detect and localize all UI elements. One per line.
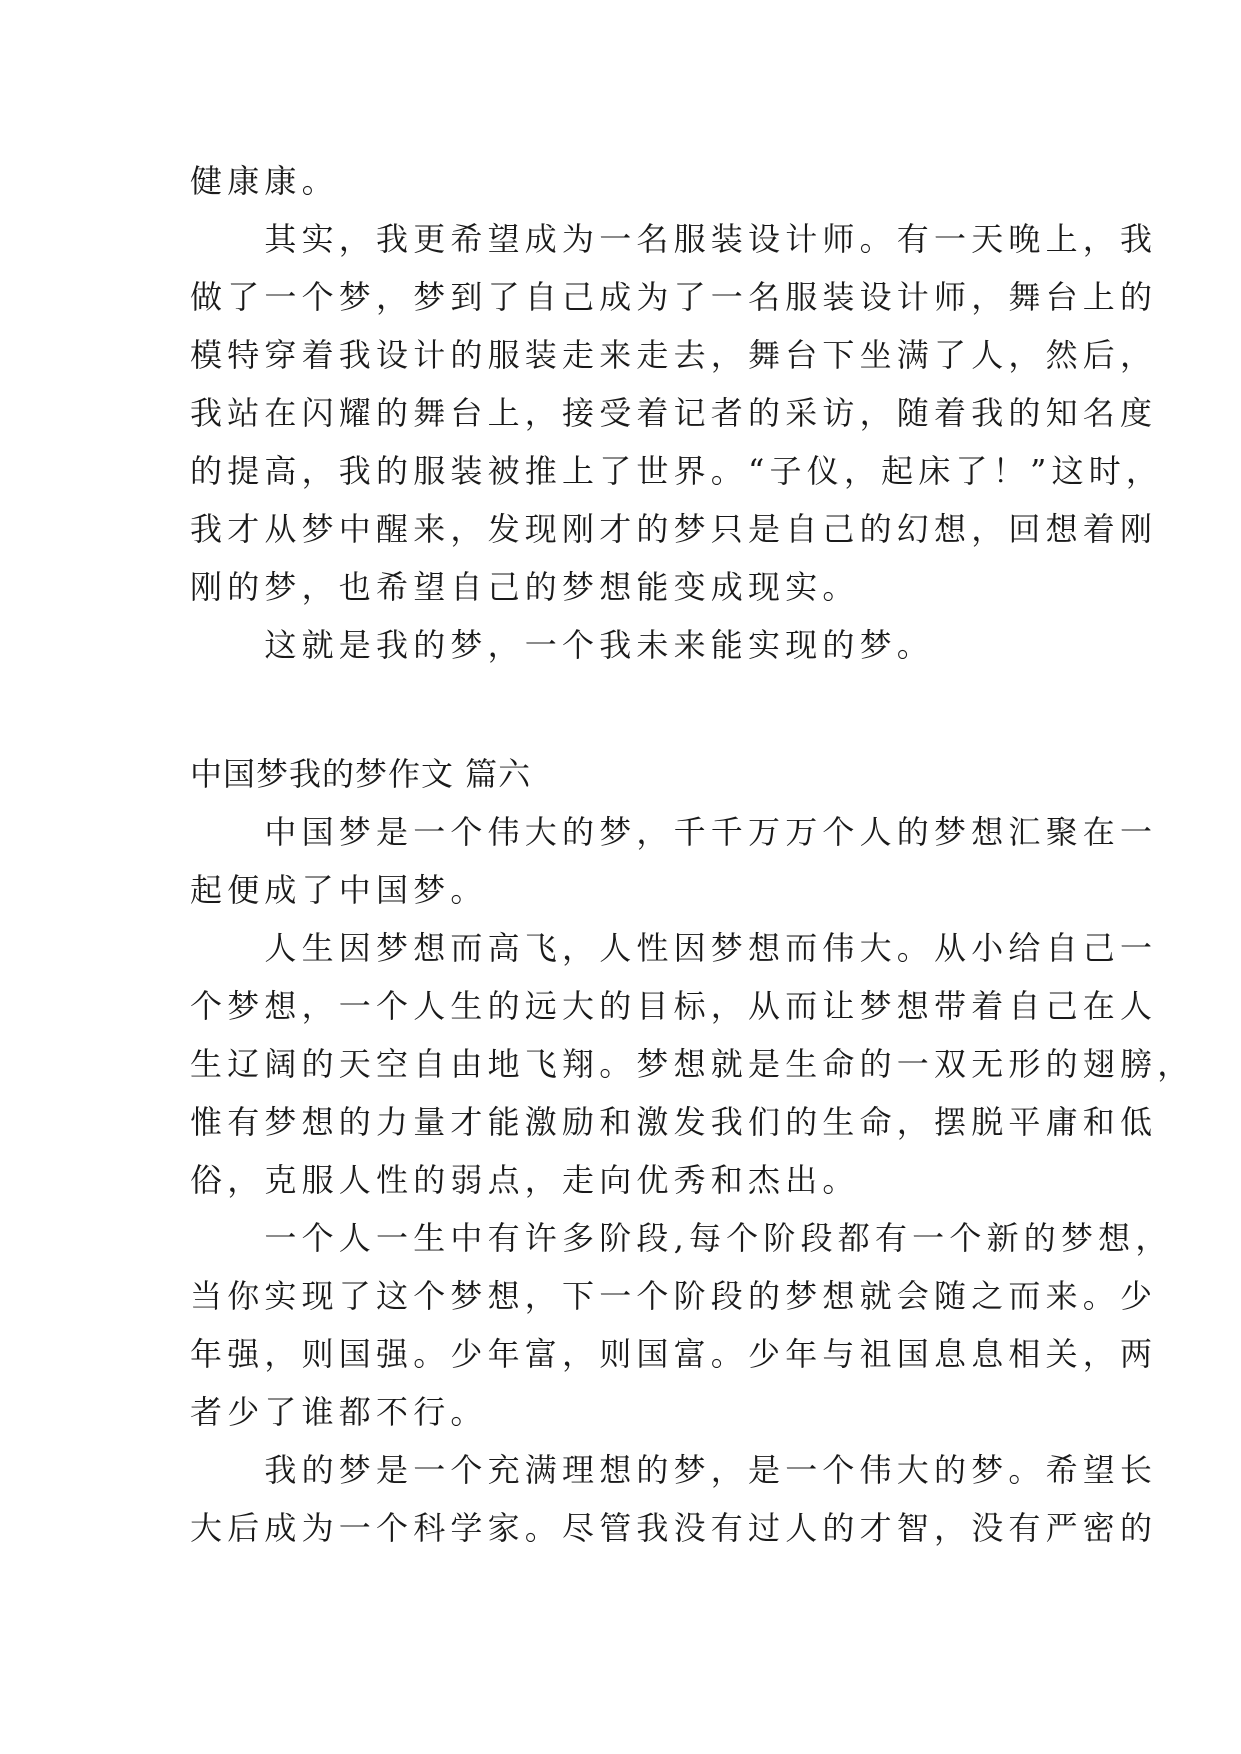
document-page — [190, 152, 1195, 1557]
text-line: 中国梦是一个伟大的梦，千千万万个人的梦想汇聚在一 — [190, 813, 1158, 851]
text-line: 者少了谁都不行。 — [190, 1393, 488, 1431]
text-line: 做了一个梦，梦到了自己成为了一名服装设计师，舞台上的 — [190, 278, 1158, 316]
text-line: 我站在闪耀的舞台上，接受着记者的采访，随着我的知名度 — [190, 394, 1158, 432]
text-line: 生辽阔的天空自由地飞翔。梦想就是生命的一双无形的翅膀， — [190, 1045, 1195, 1083]
text-line: 大后成为一个科学家。尽管我没有过人的才智，没有严密的 — [190, 1509, 1158, 1547]
text-line: 我才从梦中醒来，发现刚才的梦只是自己的幻想，回想着刚 — [190, 510, 1158, 548]
text-line: 当你实现了这个梦想，下一个阶段的梦想就会随之而来。少 — [190, 1277, 1158, 1315]
text-line: 个梦想，一个人生的远大的目标，从而让梦想带着自己在人 — [190, 987, 1158, 1025]
text-line: 俗，克服人性的弱点，走向优秀和杰出。 — [190, 1161, 860, 1199]
text-line: 其实，我更希望成为一名服装设计师。有一天晚上，我 — [190, 220, 1158, 258]
text-line: 惟有梦想的力量才能激励和激发我们的生命，摆脱平庸和低 — [190, 1103, 1158, 1141]
text-line: 刚的梦，也希望自己的梦想能变成现实。 — [190, 568, 860, 606]
text-line: 年强，则国强。少年富，则国富。少年与祖国息息相关，两 — [190, 1335, 1158, 1373]
text-line: 一个人一生中有许多阶段,每个阶段都有一个新的梦想， — [190, 1219, 1173, 1257]
text-line: 模特穿着我设计的服装走来走去，舞台下坐满了人，然后， — [190, 336, 1158, 374]
section-heading: 中国梦我的梦作文 篇六 — [190, 755, 532, 793]
text-line: 我的梦是一个充满理想的梦，是一个伟大的梦。希望长 — [190, 1451, 1158, 1489]
text-line: 起便成了中国梦。 — [190, 871, 488, 909]
text-line: 的提高，我的服装被推上了世界。“子仪，起床了！”这时， — [190, 452, 1164, 490]
text-line: 人生因梦想而高飞，人性因梦想而伟大。从小给自己一 — [190, 929, 1158, 967]
text-line: 这就是我的梦，一个我未来能实现的梦。 — [190, 626, 935, 664]
section-gap — [190, 674, 1060, 745]
text-line: 健康康。 — [190, 162, 339, 200]
